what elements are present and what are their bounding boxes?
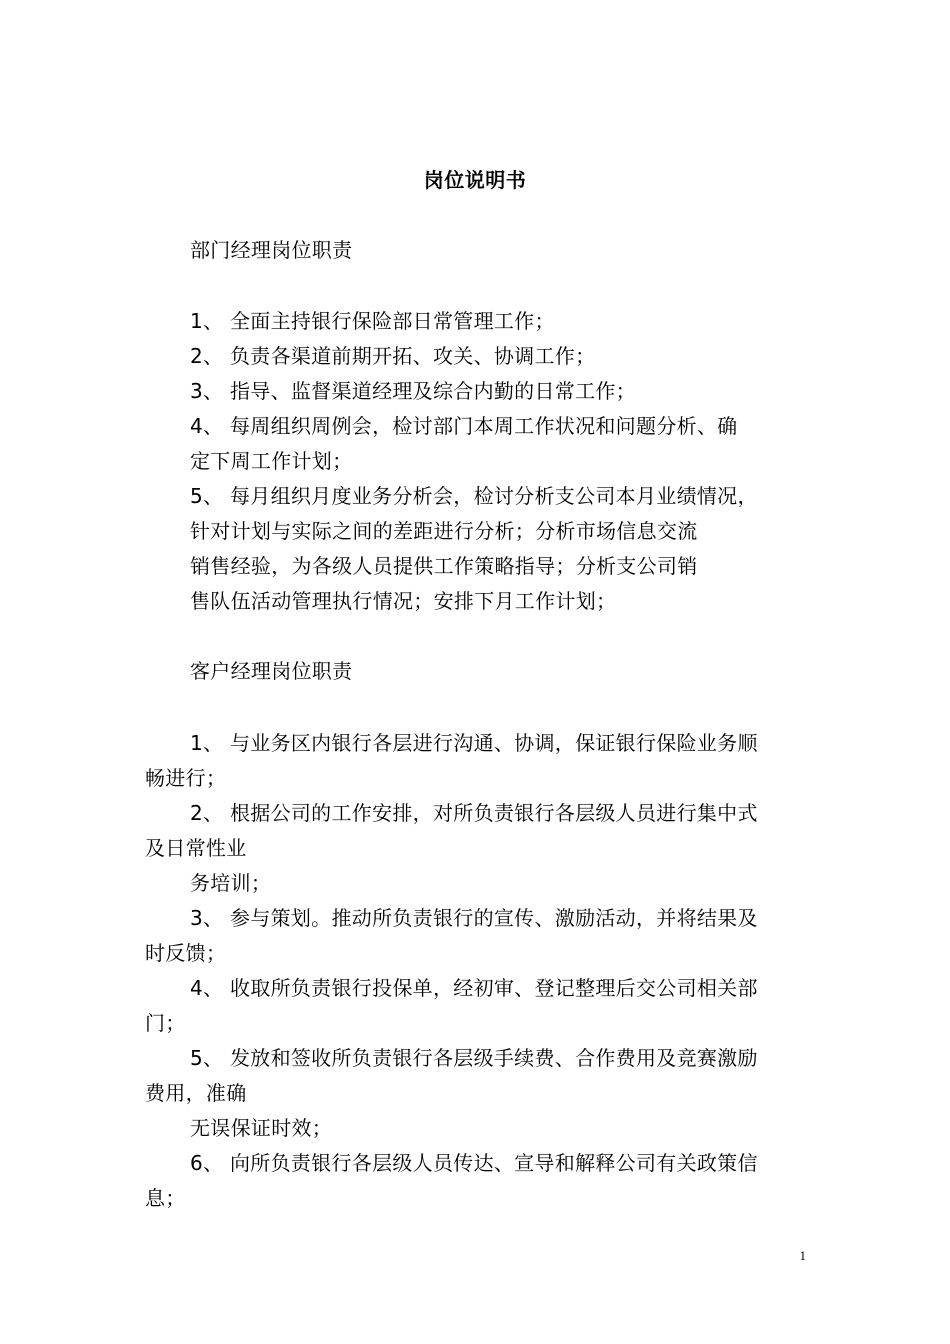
duty-line: 4、 每周组织周例会，检讨部门本周工作状况和问题分析、确 — [190, 414, 738, 438]
duty-line: 6、 向所负责银行各层级人员传达、宣导和解释公司有关政策信 — [190, 1151, 758, 1175]
duty-line: 息； — [145, 1186, 186, 1210]
section-heading-customer-manager: 客户经理岗位职责 — [190, 659, 353, 683]
duty-line: 费用，准确 — [145, 1081, 247, 1105]
document-title: 岗位说明书 — [423, 168, 527, 192]
duty-line: 1、 与业务区内银行各层进行沟通、协调，保证银行保险业务顺 — [190, 731, 758, 755]
duty-line: 2、 负责各渠道前期开拓、攻关、协调工作； — [190, 344, 596, 368]
section-heading-department-manager: 部门经理岗位职责 — [190, 238, 353, 262]
duty-line: 及日常性业 — [145, 836, 247, 860]
duty-line: 4、 收取所负责银行投保单，经初审、登记整理后交公司相关部 — [190, 976, 758, 1000]
duty-line: 销售经验，为各级人员提供工作策略指导；分析支公司销 — [190, 554, 698, 578]
duty-line: 畅进行； — [145, 766, 227, 790]
duty-line: 针对计划与实际之间的差距进行分析；分析市场信息交流 — [190, 519, 698, 543]
duty-line: 门； — [145, 1011, 186, 1035]
duty-line: 售队伍活动管理执行情况；安排下月工作计划； — [190, 589, 617, 613]
duty-line: 1、 全面主持银行保险部日常管理工作； — [190, 309, 555, 333]
duty-line: 时反馈； — [145, 941, 227, 965]
duty-line: 务培训； — [190, 871, 272, 895]
duty-line: 5、 每月组织月度业务分析会，检讨分析支公司本月业绩情况， — [190, 484, 758, 508]
duty-line: 5、 发放和签收所负责银行各层级手续费、合作费用及竞赛激励 — [190, 1046, 758, 1070]
page-number: 1 — [799, 1248, 806, 1263]
duty-line: 无误保证时效； — [190, 1116, 333, 1140]
duty-line: 定下周工作计划； — [190, 449, 353, 473]
duty-line: 2、 根据公司的工作安排，对所负责银行各层级人员进行集中式 — [190, 801, 758, 825]
duty-line: 3、 指导、监督渠道经理及综合内勤的日常工作； — [190, 379, 636, 403]
duty-line: 3、 参与策划。推动所负责银行的宣传、激励活动，并将结果及 — [190, 906, 758, 930]
